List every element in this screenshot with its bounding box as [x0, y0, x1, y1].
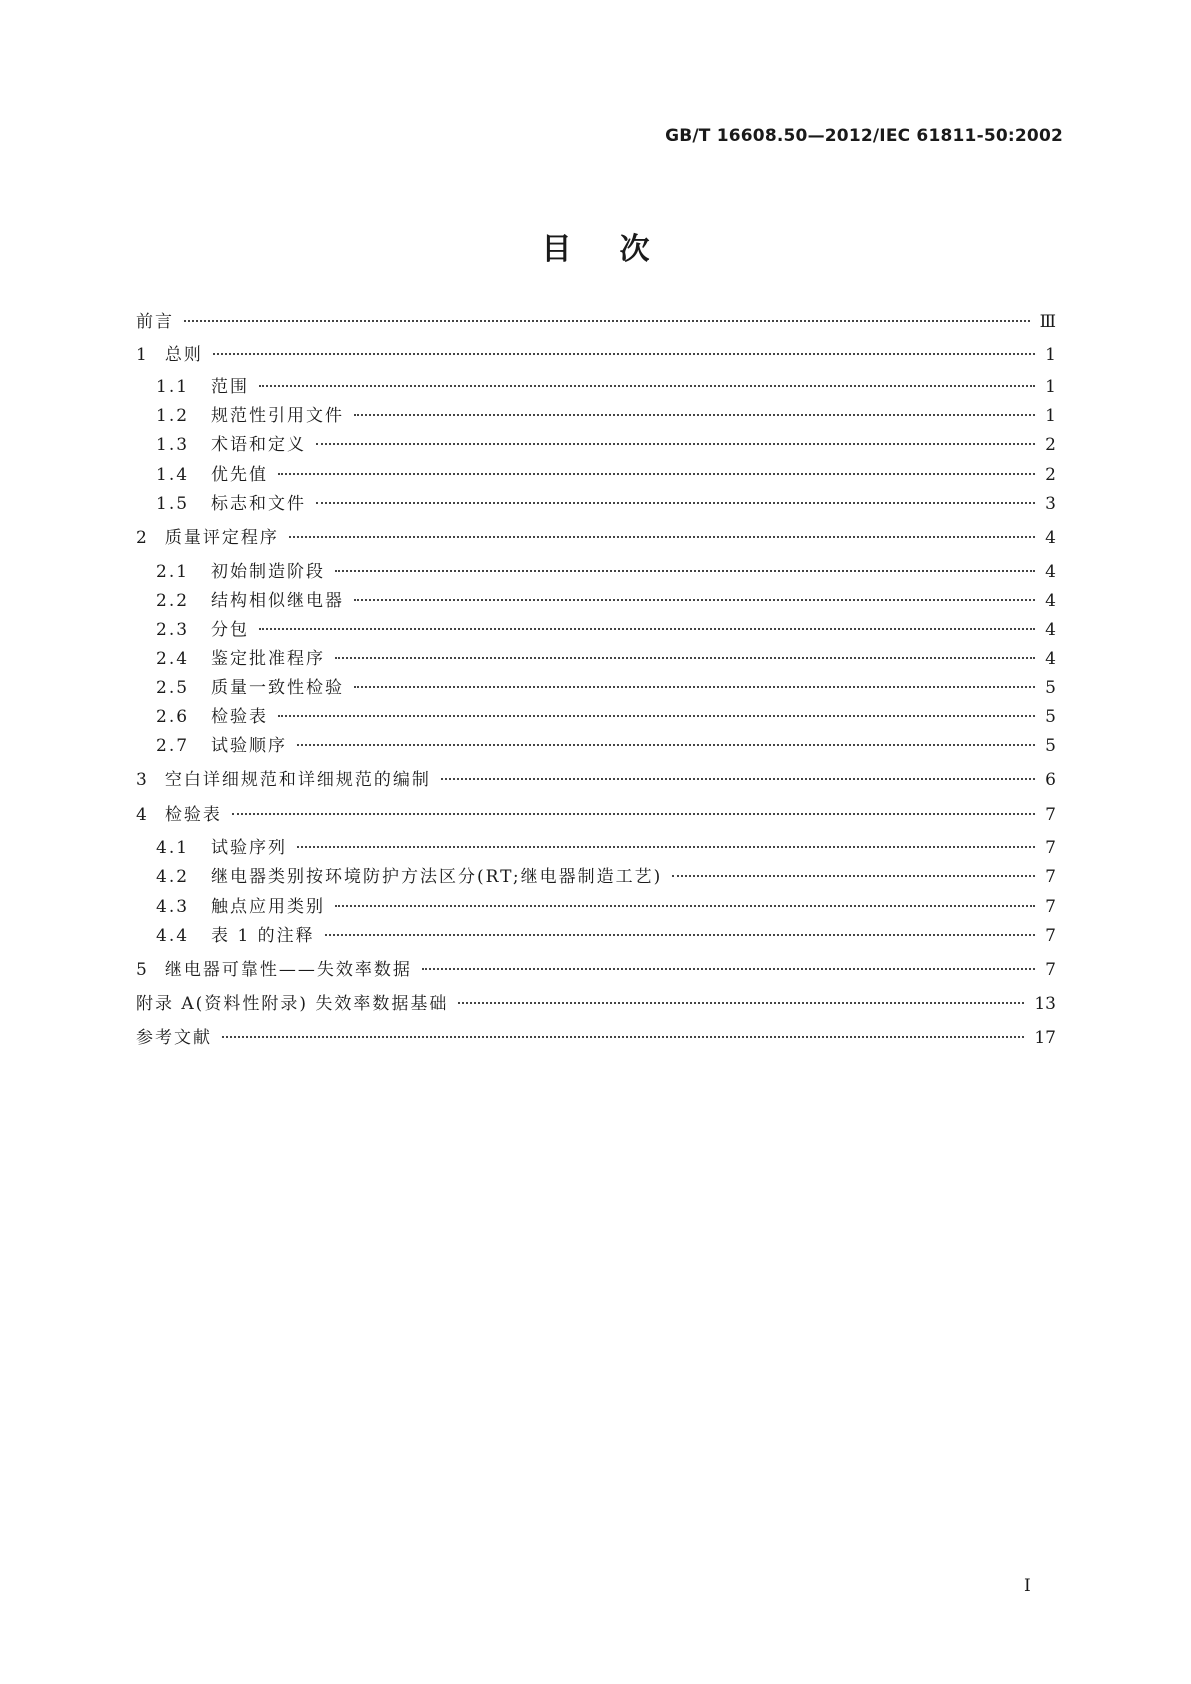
toc-entry-number: 5: [136, 960, 147, 980]
toc-entry-label: 触点应用类别: [211, 897, 326, 917]
toc-entry-1-4[interactable]: [156, 462, 1056, 488]
dot-leader: [278, 715, 1035, 717]
toc-entry-label: 附录 A(资料性附录) 失效率数据基础: [136, 994, 449, 1014]
dot-leader: [672, 875, 1035, 877]
toc-entry-label: 继电器可靠性——失效率数据: [164, 960, 412, 980]
toc-entry-page: Ⅲ: [1039, 312, 1056, 332]
toc-entry-number: 4.3: [156, 897, 190, 917]
toc-entry-number: 2.6: [156, 707, 190, 727]
toc-entry-page: 3: [1045, 494, 1056, 514]
toc-entry-number: 4.4: [156, 926, 190, 946]
page-title: 目次: [541, 232, 698, 267]
toc-entry-number: 1.4: [156, 465, 190, 485]
dot-leader: [354, 686, 1035, 688]
toc-entry-page: 7: [1045, 867, 1056, 887]
toc-entry-label: 质量一致性检验: [211, 678, 345, 698]
toc-entry-label: 初始制造阶段: [211, 562, 326, 582]
toc-entry-page: 2: [1045, 435, 1056, 455]
toc-entry-page: 4: [1045, 620, 1056, 640]
toc-entry-1-2[interactable]: [156, 403, 1056, 429]
toc-entry-references[interactable]: [136, 1025, 1056, 1051]
dot-leader: [222, 1036, 1024, 1038]
toc-entry-preface[interactable]: [136, 309, 1056, 335]
toc-entry-label: 总则: [164, 345, 203, 365]
toc-entry-label: 表 1 的注释: [211, 926, 315, 946]
toc-entry-page: 17: [1034, 1028, 1056, 1048]
toc-entry-label: 检验表: [164, 805, 222, 825]
toc-entry-label: 检验表: [211, 707, 269, 727]
toc-entry-label: 试验顺序: [211, 736, 288, 756]
toc-entry-label: 范围: [211, 377, 250, 397]
toc-entry-label: 质量评定程序: [164, 528, 279, 548]
dot-leader: [325, 934, 1036, 936]
toc-entry-page: 7: [1045, 926, 1056, 946]
toc-entry-2-7[interactable]: [156, 733, 1056, 759]
toc-entry-page: 1: [1045, 345, 1056, 365]
toc-entry-2-3[interactable]: [156, 617, 1056, 643]
dot-leader: [422, 968, 1035, 970]
toc-entry-1-5[interactable]: [156, 491, 1056, 517]
toc-entry-label: 继电器类别按环境防护方法区分(RT;继电器制造工艺): [211, 867, 663, 887]
toc-entry-number: 2.3: [156, 620, 190, 640]
toc-entry-page: 4: [1045, 562, 1056, 582]
toc-entry-page: 7: [1045, 897, 1056, 917]
dot-leader: [213, 353, 1035, 355]
toc-entry-5[interactable]: [136, 957, 1056, 983]
toc-entry-page: 1: [1045, 406, 1056, 426]
toc-entry-label: 鉴定批准程序: [211, 649, 326, 669]
toc-entry-page: 5: [1045, 707, 1056, 727]
toc-entry-2-2[interactable]: [156, 588, 1056, 614]
toc-entry-label: 优先值: [211, 465, 269, 485]
dot-leader: [289, 536, 1035, 538]
toc-entry-label: 标志和文件: [211, 494, 307, 514]
toc-entry-page: 4: [1045, 591, 1056, 611]
toc-entry-number: 2.4: [156, 649, 190, 669]
toc-entry-page: 13: [1034, 994, 1056, 1014]
toc-entry-4-1[interactable]: [156, 835, 1056, 861]
toc-entry-page: 4: [1045, 528, 1056, 548]
dot-leader: [354, 599, 1035, 601]
toc-entry-number: 1.2: [156, 406, 190, 426]
toc-entry-label: 规范性引用文件: [211, 406, 345, 426]
toc-entry-page: 7: [1045, 805, 1056, 825]
toc-entry-number: 1: [136, 345, 147, 365]
toc-entry-number: 1.5: [156, 494, 190, 514]
toc-entry-number: 4.2: [156, 867, 190, 887]
toc-entry-page: 6: [1045, 770, 1056, 790]
dot-leader: [232, 813, 1035, 815]
dot-leader: [335, 657, 1035, 659]
dot-leader: [335, 570, 1035, 572]
toc-entry-2-4[interactable]: [156, 646, 1056, 672]
toc-entry-2-5[interactable]: [156, 675, 1056, 701]
dot-leader: [354, 414, 1035, 416]
standard-number: GB/T 16608.50—2012/IEC 61811-50:2002: [665, 126, 1063, 146]
toc-entry-1-1[interactable]: [156, 374, 1056, 400]
dot-leader: [335, 905, 1035, 907]
toc-entry-label: 参考文献: [136, 1028, 212, 1048]
page-number: I: [1024, 1576, 1031, 1596]
toc-entry-page: 1: [1045, 377, 1056, 397]
toc-entry-page: 5: [1045, 736, 1056, 756]
toc-entry-number: 2.5: [156, 678, 190, 698]
toc-entry-page: 4: [1045, 649, 1056, 669]
toc-entry-label: 空白详细规范和详细规范的编制: [164, 770, 431, 790]
toc-entry-number: 4: [136, 805, 147, 825]
toc-entry-2[interactable]: [136, 525, 1056, 551]
toc-entry-label: 结构相似继电器: [211, 591, 345, 611]
toc-entry-3[interactable]: [136, 767, 1056, 793]
dot-leader: [278, 473, 1035, 475]
dot-leader: [259, 628, 1035, 630]
toc-entry-2-1[interactable]: [156, 559, 1056, 585]
toc-entry-number: 1.1: [156, 377, 190, 397]
toc-entry-number: 2.2: [156, 591, 190, 611]
toc-entry-4-3[interactable]: [156, 894, 1056, 920]
toc-entry-4-2[interactable]: [156, 864, 1056, 890]
dot-leader: [316, 502, 1035, 504]
dot-leader: [297, 846, 1035, 848]
toc-entry-page: 2: [1045, 465, 1056, 485]
toc-entry-page: 5: [1045, 678, 1056, 698]
toc-entry-number: 2: [136, 528, 147, 548]
toc-entry-4[interactable]: [136, 802, 1056, 828]
dot-leader: [297, 744, 1035, 746]
toc-entry-number: 2.7: [156, 736, 190, 756]
toc-entry-label: 术语和定义: [211, 435, 307, 455]
toc-entry-1-3[interactable]: [156, 432, 1056, 458]
toc-entry-1[interactable]: [136, 342, 1056, 368]
toc-entry-4-4[interactable]: [156, 923, 1056, 949]
dot-leader: [458, 1002, 1024, 1004]
toc-entry-number: 1.3: [156, 435, 190, 455]
toc-entry-page: 7: [1045, 838, 1056, 858]
toc-entry-label: 前言: [136, 312, 174, 332]
toc-entry-page: 7: [1045, 960, 1056, 980]
toc-entry-label: 试验序列: [211, 838, 288, 858]
toc-entry-2-6[interactable]: [156, 704, 1056, 730]
toc-entry-label: 分包: [211, 620, 250, 640]
toc-entry-number: 2.1: [156, 562, 190, 582]
dot-leader: [184, 320, 1030, 322]
dot-leader: [316, 443, 1035, 445]
toc-entry-number: 4.1: [156, 838, 190, 858]
dot-leader: [441, 778, 1035, 780]
toc-entry-appendix-a[interactable]: [136, 991, 1056, 1017]
dot-leader: [259, 385, 1035, 387]
toc-entry-number: 3: [136, 770, 147, 790]
